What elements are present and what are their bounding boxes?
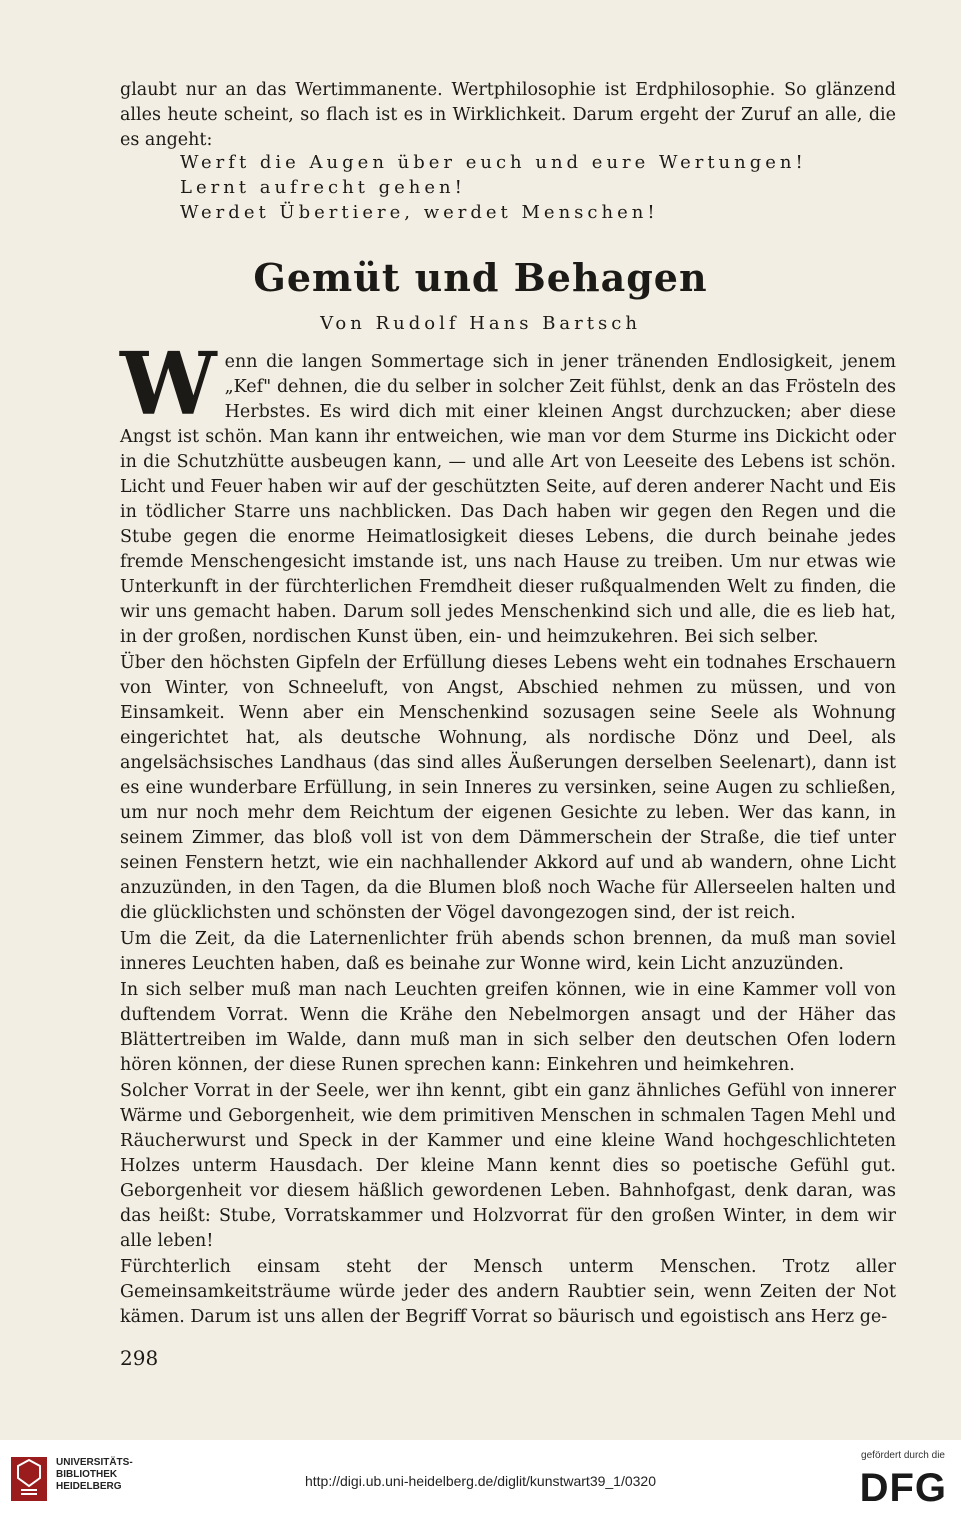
drop-cap: W [120, 334, 217, 435]
article-title: Gemüt und Behagen [253, 255, 708, 300]
permalink-url[interactable]: http://digi.ub.uni-heidelberg.de/diglit/kunstwart39_1/0320 [304, 1473, 657, 1489]
body-paragraph-4: In sich selber muß man nach Leuchten greifen können, wie in eine Kammer voll von duftendem Vorrat. Wenn die Krähe den Nebelmorgen ansagt und der Häher das Blättertreiben im Walde, dann muß man in sich selber den deutschen Ofen lodern hören können, der diese Runen sprechen kann: Einkehren und heimkehren. [120, 980, 896, 1075]
dfg-logo: DFG [859, 1466, 947, 1510]
body-paragraph-2: Über den höchsten Gipfeln der Erfüllung dieses Lebens weht ein todnahes Erschauern von Winter, von Schneeluft, von Angst, Abschied nehmen zu müssen, und von Einsamkeit. Wenn aber ein Menschenkind sozusagen seine Seele als Wohnung eingerichtet hat, als deutsche Wohnung, als nordische Dönz und Deel, als angelsächsisches Landhaus (das sind alles Äußerungen derselben Seelenart), dann ist es eine wunderbare Erfüllung, in sein Inneres zu versinken, seine Augen zu schließen, um nur noch mehr dem Reichtum der eigenen Gesichte zu leben. Wer das kann, in seinem Zimmer, das bloß voll ist von dem Dämmerschein der Straße, die tief unter seinen Fenstern hetzt, wie ein nachhallender Akkord auf und ab wandern, ohne Licht anzuzünden, in den Tagen, da die Blumen bloß noch Wache für Allerseelen halten und die glücklichsten und schönsten der Vögel davongezogen sind, der ist reich. [120, 653, 896, 923]
intro-paragraph: glaubt nur an das Wertimmanente. Wertphilosophie ist Erdphilosophie. So glänzend alles heute scheint, so flach ist es in Wirklichkeit. Darum ergeht der Zuruf an alle, die es angeht: [120, 80, 896, 150]
verse-line-3: Werdet Übertiere, werdet Menschen! [180, 202, 659, 223]
article-body [120, 334, 896, 1331]
article-byline: Von Rudolf Hans Bartsch [320, 313, 641, 334]
intro-block [120, 78, 896, 154]
library-line-1: UNIVERSITÄTS- [56, 1457, 133, 1468]
body-paragraph-3: Um die Zeit, da die Laternenlichter früh abends schon brennen, da muß man soviel inneres Leuchten haben, daß es beinahe zur Wonne wird, kein Licht anzuzünden. [120, 929, 896, 974]
library-line-3: HEIDELBERG [56, 1481, 122, 1492]
viewer-footer [0, 1440, 961, 1522]
verse-block [180, 150, 807, 225]
verse-line-2: Lernt aufrecht gehen! [180, 177, 466, 198]
body-paragraph-1-text: enn die langen Sommertage sich in jener tränenden Endlosigkeit, jenem „Kef" dehnen, die du selber in solcher Zeit fühlst, denk an das Frösteln des Herbstes. Es wird dich mit einer kleinen Angst durchzucken; aber diese Angst ist schön. Man kann ihr entweichen, wie man vor dem Sturme ins Dickicht oder in die Schutzhütte ausbeugen kann, — und alle Art von Leeseite des Lebens ist schön. Licht und Feuer haben wir auf der geschützten Seite, auf deren anderer Nacht und Eis in tödlicher Starre uns nachblicken. Das Dach haben wir gegen den Regen und die Stube gegen die enorme Heimatlosigkeit dieses Lebens, die durch beinahe jedes fremde Menschengesicht imstande ist, uns nach Hause zu treiben. Um nur etwas wie Unterkunft in der fürchterlichen Fremdheit dieser rußqualmenden Welt zu finden, die wir uns gemacht haben. Darum soll jedes Menschenkind sich und alle, die es lieb hat, in der großen, nordischen Kunst üben, ein- und heimzukehren. Bei sich selber. [120, 352, 896, 647]
library-line-2: BIBLIOTHEK [56, 1469, 118, 1480]
funded-by-label: gefördert durch die [861, 1450, 945, 1461]
body-paragraph-5: Solcher Vorrat in der Seele, wer ihn kennt, gibt ein ganz ähnliches Gefühl von innerer Wärme und Geborgenheit, wie dem primitiven Menschen in schmalen Tagen Mehl und Räucherwurst und Speck in der Kammer und eine kleine Wand hochgeschlichteten Holzes unterm Hausdach. Der kleine Mann kennt dies so poetische Gefühl gut. Geborgenheit vor diesem häßlich gewordenen Leben. Bahnhofgast, denk daran, was das heißt: Stube, Vorratskammer und Holzvorrat für den großen Winter, in dem wir alle leben! [120, 1081, 896, 1251]
page-number: 298 [120, 1346, 159, 1370]
verse-line-1: Werft die Augen über euch und eure Wertungen! [180, 152, 807, 173]
body-paragraph-6: Fürchterlich einsam steht der Mensch unterm Menschen. Trotz aller Gemeinsamkeitsträume würde jeder des andern Raubtier sein, wenn Zeiten der Not kämen. Darum ist uns allen der Begriff Vorrat so bäurisch und egoistisch ans Herz ge- [120, 1257, 896, 1327]
body-paragraph-1 [120, 334, 896, 650]
